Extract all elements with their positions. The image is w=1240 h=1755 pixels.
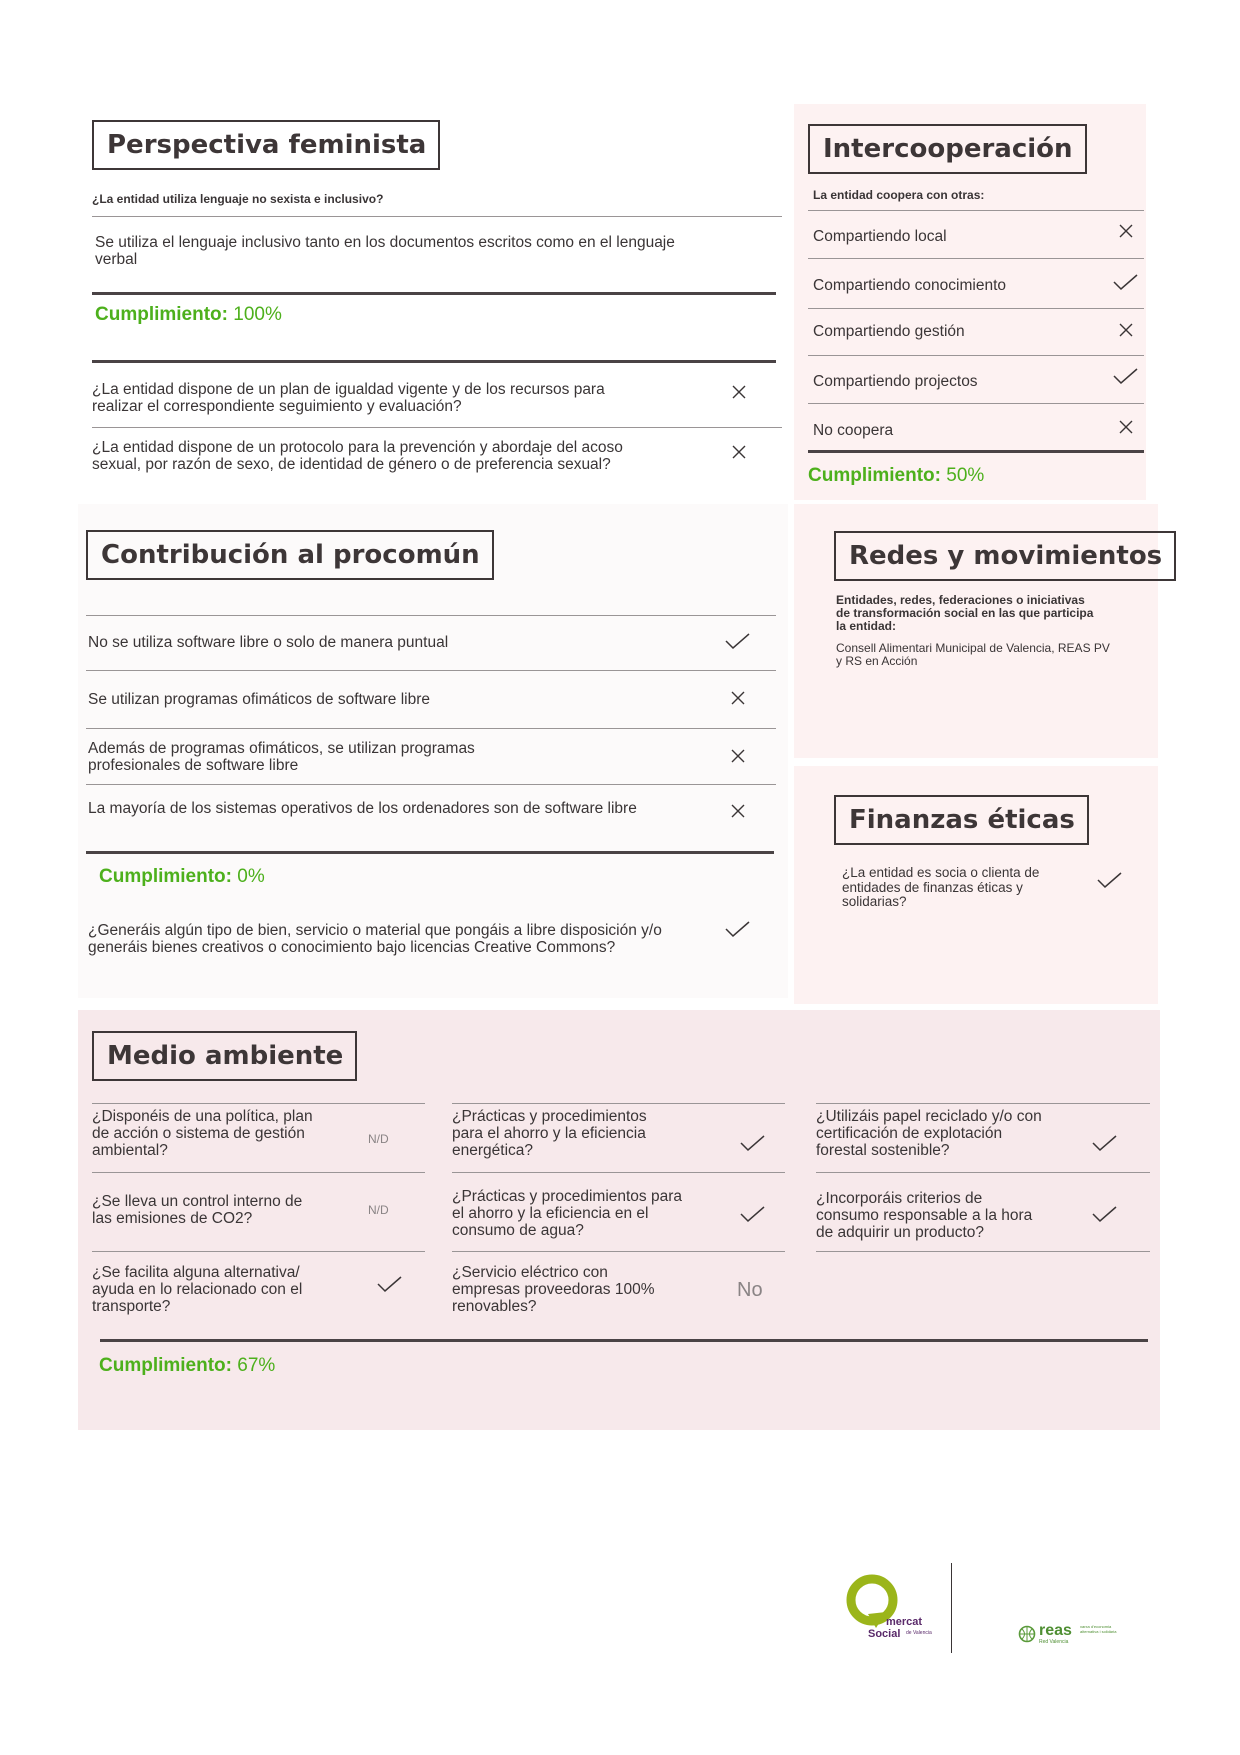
divider	[86, 851, 774, 854]
divider	[816, 1103, 1150, 1104]
check-icon	[1112, 272, 1138, 292]
divider	[92, 1103, 425, 1104]
divider	[86, 728, 776, 729]
divider	[100, 1339, 1148, 1342]
cross-icon	[726, 382, 752, 402]
divider	[808, 258, 1144, 259]
compliance-label: Cumplimiento:	[99, 1355, 232, 1376]
feminist-answer: Se utiliza el lenguaje inclusivo tanto en los documentos escritos como en el lenguaje verbal	[95, 234, 675, 268]
logo-word: de Valencia	[906, 1630, 932, 1636]
cross-icon	[1113, 417, 1139, 437]
intercoop-title: Intercooperación	[808, 124, 1087, 174]
ambiente-value: N/D	[368, 1203, 389, 1217]
ambiente-item: ¿Se facilita alguna alternativa/ ayuda en lo relacionado con el transporte?	[92, 1264, 303, 1315]
check-icon	[739, 1133, 765, 1153]
divider	[452, 1103, 785, 1104]
divider	[92, 1172, 425, 1173]
divider	[816, 1251, 1150, 1252]
redes-title: Redes y movimientos	[834, 531, 1176, 581]
divider	[92, 427, 782, 428]
divider	[808, 403, 1144, 404]
check-icon	[739, 1204, 765, 1224]
ambiente-title: Medio ambiente	[92, 1031, 357, 1081]
compliance-value: 67%	[237, 1355, 276, 1376]
procomun-compliance	[99, 866, 265, 888]
compliance-label: Cumplimiento:	[808, 465, 941, 486]
logo-word: mercat	[886, 1616, 923, 1628]
intercoop-compliance	[808, 465, 984, 487]
compliance-value: 50%	[946, 465, 985, 486]
ambiente-value: N/D	[368, 1132, 389, 1146]
procomun-item: No se utiliza software libre o solo de manera puntual	[88, 634, 449, 651]
procomun-item: La mayoría de los sistemas operativos de los ordenadores son de software libre	[88, 800, 637, 817]
divider	[452, 1172, 785, 1173]
divider	[86, 670, 776, 671]
divider	[86, 615, 776, 616]
divider	[92, 216, 782, 217]
ambiente-item: ¿Disponéis de una política, plan de acción o sistema de gestión ambiental?	[92, 1108, 313, 1159]
redes-subtitle: Entidades, redes, federaciones o iniciativas de transformación social en las que participa la entidad:	[836, 593, 1094, 633]
intercoop-item: Compartiendo projectos	[813, 373, 978, 390]
divider	[452, 1251, 785, 1252]
intercoop-item: Compartiendo conocimiento	[813, 277, 1006, 294]
check-icon	[1096, 870, 1122, 890]
check-icon	[376, 1274, 402, 1294]
procomun-item: Además de programas ofimáticos, se utilizan programas profesionales de software libre	[88, 740, 475, 774]
check-icon	[1112, 366, 1138, 386]
ambiente-compliance	[99, 1355, 275, 1377]
intercoop-item: No coopera	[813, 422, 894, 439]
ambiente-item: ¿Prácticas y procedimientos para el ahorro y la eficiencia energética?	[452, 1108, 647, 1159]
divider	[86, 784, 776, 785]
check-icon	[1091, 1133, 1117, 1153]
ambiente-item: ¿Utilizáis papel reciclado y/o con certificación de explotación forestal sostenible?	[816, 1108, 1042, 1159]
cross-icon	[725, 688, 751, 708]
ambiente-item: ¿Se lleva un control interno de las emisiones de CO2?	[92, 1193, 303, 1227]
feminist-compliance	[95, 304, 282, 326]
finanzas-title: Finanzas éticas	[834, 795, 1089, 845]
divider	[92, 1251, 425, 1252]
compliance-value: 0%	[237, 866, 265, 887]
reas-logo	[1018, 1622, 1138, 1646]
divider	[808, 450, 1144, 453]
divider	[816, 1172, 1150, 1173]
globe-icon	[1018, 1625, 1036, 1643]
check-icon	[1091, 1204, 1117, 1224]
divider	[92, 292, 776, 295]
divider	[92, 360, 776, 363]
logo-side: xarxa d'economia alternativa i solidària	[1080, 1624, 1117, 1634]
cross-icon	[725, 801, 751, 821]
divider	[808, 308, 1144, 309]
procomun-extra: ¿Generáis algún tipo de bien, servicio o material que pongáis a libre disposición y/o generáis bienes creativos o conocimiento bajo licencias Creative Commons?	[88, 922, 662, 956]
feminist-item: ¿La entidad dispone de un protocolo para la prevención y abordaje del acoso sexual, por razón de sexo, de identidad de género o de preferencia sexual?	[92, 439, 623, 473]
check-icon	[724, 919, 750, 939]
cross-icon	[726, 442, 752, 462]
intercoop-item: Compartiendo gestión	[813, 323, 965, 340]
ambiente-item: ¿Incorporáis criterios de consumo responsable a la hora de adquirir un producto?	[816, 1190, 1033, 1241]
feminist-item: ¿La entidad dispone de un plan de igualdad vigente y de los recursos para realizar el correspondiente seguimiento y evaluación?	[92, 381, 605, 415]
feminist-title: Perspectiva feminista	[92, 120, 440, 170]
intercoop-subtitle: La entidad coopera con otras:	[813, 188, 985, 202]
ambiente-item: ¿Servicio eléctrico con empresas proveedoras 100% renovables?	[452, 1264, 655, 1315]
finanzas-question: ¿La entidad es socia o clienta de entidades de finanzas éticas y solidarias?	[842, 865, 1040, 909]
intercoop-item: Compartiendo local	[813, 228, 947, 245]
procomun-item: Se utilizan programas ofimáticos de software libre	[88, 691, 431, 708]
mercat-social-logo	[846, 1574, 946, 1646]
procomun-title: Contribución al procomún	[86, 530, 494, 580]
feminist-question: ¿La entidad utiliza lenguaje no sexista e inclusivo?	[92, 192, 384, 206]
divider	[808, 355, 1144, 356]
logo-word: reas	[1039, 1622, 1072, 1639]
logo-word: Social	[868, 1628, 901, 1640]
check-icon	[724, 631, 750, 651]
cross-icon	[1113, 221, 1139, 241]
compliance-label: Cumplimiento:	[99, 866, 232, 887]
compliance-value: 100%	[233, 304, 282, 325]
footer-divider	[951, 1563, 952, 1653]
compliance-label: Cumplimiento:	[95, 304, 228, 325]
redes-text: Consell Alimentari Municipal de Valencia, REAS PV y RS en Acción	[836, 641, 1110, 668]
cross-icon	[1113, 320, 1139, 340]
ambiente-value: No	[737, 1279, 763, 1301]
divider	[808, 210, 1144, 211]
logo-sub: Red Valencia	[1039, 1639, 1069, 1645]
ambiente-item: ¿Prácticas y procedimientos para el ahorro y la eficiencia en el consumo de agua?	[452, 1188, 683, 1239]
cross-icon	[725, 746, 751, 766]
